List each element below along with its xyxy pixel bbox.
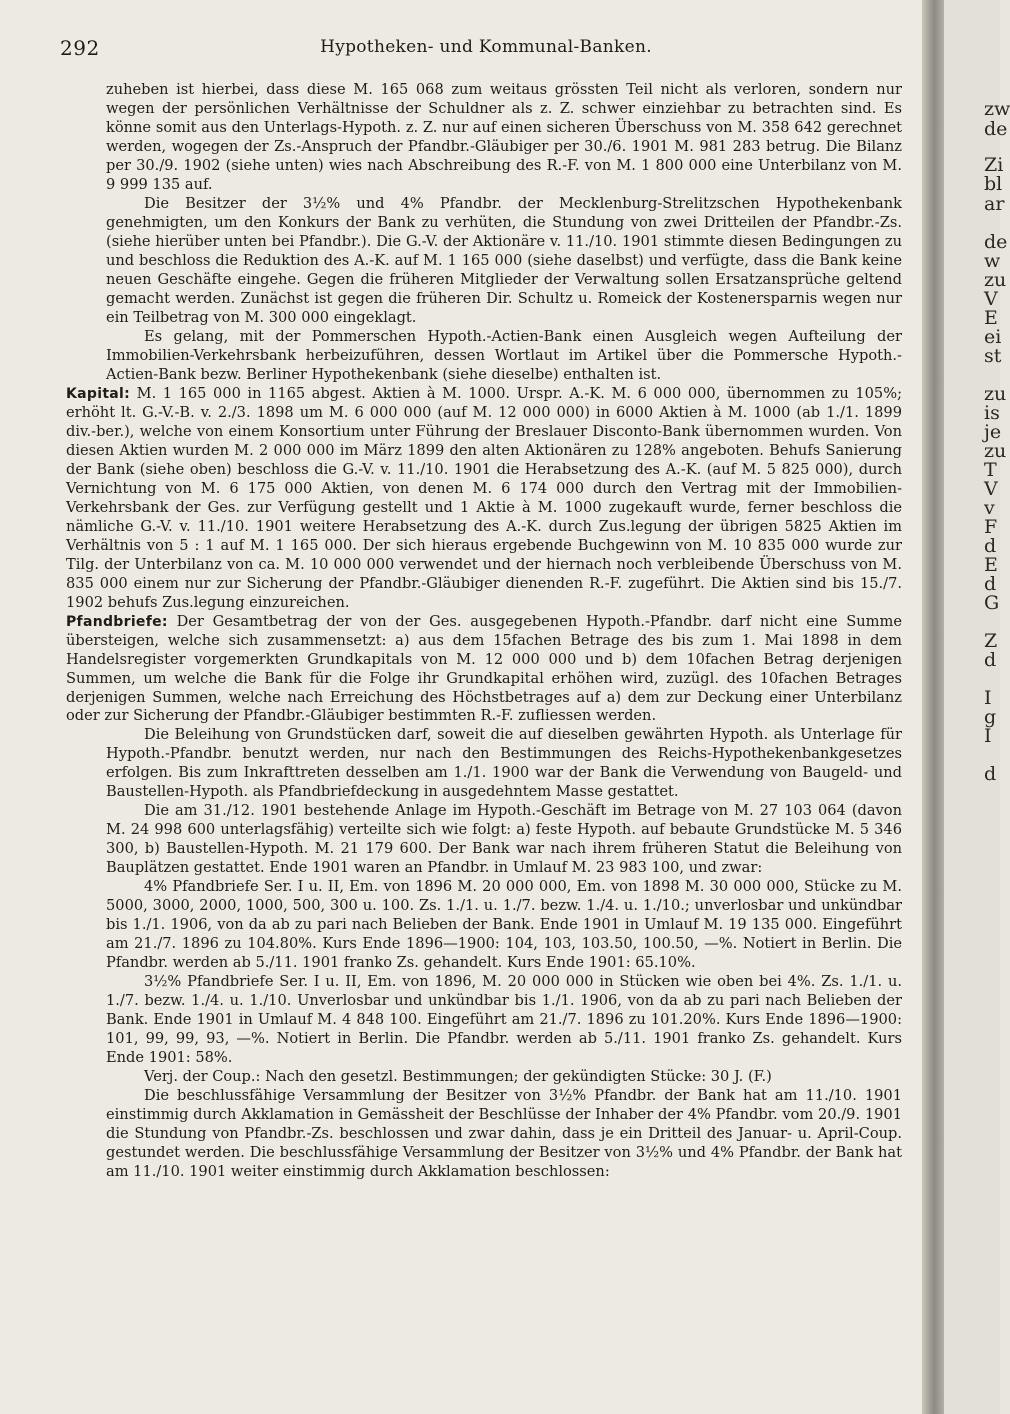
facing-page-fragment: zu	[984, 440, 1007, 462]
page-header	[60, 36, 912, 60]
facing-page-fragment: zu	[984, 269, 1007, 291]
paragraph-continuation: zuheben ist hierbei, dass diese M. 165 068 zum weitaus grössten Teil nicht als verloren, sondern nur wegen der persönlichen Verhältnisse der Schuldner als z. Z. schwer einziehbar zu betrachten sind. Es könne somit aus den Unterlags-Hypoth. z. Z. nur auf einen sicheren Überschuss von M. 358 642 gerechnet werden, wogegen der Zs.-Anspruch der Pfandbr.-Gläubiger per 30./6. 1901 M. 981 283 betrug. Die Bilanz per 30./9. 1902 (siehe unten) wies nach Abschreibung des R.-F. von M. 1 800 000 eine Unterbilanz von M. 9 999 135 auf.	[106, 81, 902, 193]
paragraph-versammlung: Die beschlussfähige Versammlung der Besitzer von 3½% Pfandbr. der Bank hat am 11./10. 1901 einstimmig durch Akklamation in Gemässheit der Beschlüsse der Inhaber der 4% Pfandbr. vom 20./9. 1901 die Stundung von Pfandbr.-Zs. beschlossen und zwar dahin, dass je ein Dritteil des Januar- u. April-Coup. gestundet werden. Die beschlussfähige Versammlung der Besitzer von 3½% und 4% Pfandbr. der Bank hat am 11./10. 1901 weiter einstimmig durch Akklamation beschlossen:	[106, 1087, 902, 1181]
facing-page-fragment: Z	[984, 630, 998, 652]
facing-page-fragment: d	[984, 535, 997, 557]
facing-page-fragment: is	[984, 402, 1000, 424]
facing-page-fragment: de	[984, 231, 1008, 253]
pfandbriefe-text: Der Gesamtbetrag der von der Ges. ausgegebenen Hypoth.-Pfandbr. darf nicht eine Summe übersteigen, welche sich zusammensetzt: a) aus dem 15fachen Betrage des bis zum 1. Mai 1898 in dem Handelsregister vorgemerkten Grundkapitals von M. 12 000 000 und b) dem 10fachen Betrag derjenigen Summen, um welche die Bank für die Folge ihr Grundkapital erhöhen wird, zuzügl. des 10fachen Betrages derjenigen Summen, welche nach Erreichung des Höchstbetrages auf a) dem zur Deckung einer Unterbilanz oder zur Sicherung der Pfandbr.-Gläubiger bestimmten R.-F. zufliessen werden.	[66, 612, 902, 725]
facing-page-fragment: I	[984, 725, 992, 747]
facing-page-fragment: ei	[984, 326, 1002, 348]
facing-page-fragment: g	[984, 706, 997, 728]
facing-page-fragment: T	[984, 459, 997, 481]
facing-page-fragment: zw	[984, 98, 1010, 120]
facing-page-fragment: E	[984, 554, 998, 576]
facing-page-fragment: d	[984, 763, 997, 785]
facing-page-fragment: d	[984, 573, 997, 595]
facing-page-fragment: v	[984, 497, 995, 519]
kapital-heading: Kapital:	[66, 385, 131, 402]
section-pfandbriefe	[66, 613, 902, 727]
facing-page-fragment: de	[984, 118, 1008, 140]
facing-page-fragment: je	[984, 421, 1002, 443]
facing-page-fragment: w	[984, 250, 1001, 272]
facing-page-fragment: zu	[984, 383, 1007, 405]
facing-page-fragment: Zi	[984, 154, 1004, 176]
facing-page-fragment: I	[984, 687, 992, 709]
facing-page-fragment: ar	[984, 193, 1005, 215]
paragraph-bondholders: Die Besitzer der 3½% und 4% Pfandbr. der Mecklenburg-Strelitzschen Hypothekenbank genehmigten, um den Konkurs der Bank zu verhüten, die Stundung von zwei Dritteilen der Pfandbr.-Zs. (siehe hierüber unten bei Pfandbr.). Die G.-V. der Aktionäre v. 11./10. 1901 stimmte diesen Bedingungen zu und beschloss die Reduktion des A.-K. auf M. 1 165 000 (siehe daselbst) und verfügte, dass die Bank keine neuen Geschäfte eingehe. Gegen die früheren Mitglieder der Verwaltung sollen Ersatzansprüche geltend gemacht werden. Zunächst ist gegen die früheren Dir. Schultz u. Romeick der Kostenersparnis wegen nur ein Teilbetrag von M. 300 000 eingeklagt.	[106, 194, 902, 326]
paragraph-anlage: Die am 31./12. 1901 bestehende Anlage im Hypoth.-Geschäft im Betrage von M. 27 103 064 (davon M. 24 998 600 unterlagsfähig) verteilte sich wie folgt: a) feste Hypoth. auf bebaute Grundstücke M. 5 346 300, b) Baustellen-Hypoth. M. 21 179 600. Der Bank war nach ihrem früheren Statut die Beleihung von Bauplätzen gestattet. Ende 1901 waren an Pfandbr. in Umlauf M. 23 983 100, und zwar:	[106, 802, 902, 877]
running-title: Hypotheken- und Kommunal-Banken.	[320, 37, 652, 57]
facing-page-fragment: st	[984, 345, 1002, 367]
paragraph-settlement: Es gelang, mit der Pommerschen Hypoth.-Actien-Bank einen Ausgleich wegen Aufteilung der Immobilien-Verkehrsbank herbeizuführen, dessen Wortlaut im Artikel über die Pommersche Hypoth.-Actien-Bank bezw. Berliner Hypothekenbank (siehe dieselbe) enthalten ist.	[106, 327, 902, 383]
facing-page-fragment: V	[984, 288, 998, 310]
book-gutter	[922, 0, 944, 1414]
facing-page-fragment: F	[984, 516, 998, 538]
paragraph-4pct-pfandbriefe: 4% Pfandbriefe Ser. I u. II, Em. von 1896 M. 20 000 000, Em. von 1898 M. 30 000 000, Stücke zu M. 5000, 3000, 2000, 1000, 500, 300 u. 100. Zs. 1./1. u. 1./7. bezw. 1./4. u. 1./10.; unverlosbar und unkündbar bis 1./1. 1906, von da ab zu pari nach Belieben der Bank. Ende 1901 in Umlauf M. 19 135 000. Eingeführt am 21./7. 1896 zu 104.80%. Kurs Ende 1896—1900: 104, 103, 103.50, 100.50, —%. Notiert in Berlin. Die Pfandbr. werden ab 5./11. 1901 franko Zs. gehandelt. Kurs Ende 1901: 65.10%.	[106, 878, 902, 972]
facing-page-fragment: V	[984, 478, 998, 500]
kapital-text: M. 1 165 000 in 1165 abgest. Aktien à M. 1000. Urspr. A.-K. M. 6 000 000, übernommen zu 105%; erhöht lt. G.-V.-B. v. 2./3. 1898 um M. 6 000 000 (auf M. 12 000 000) in 6000 Aktien à M. 1000 (ab 1./1. 1899 div.-ber.), welche von einem Konsortium unter Führung der Breslauer Disconto-Bank übernommen wurden. Von diesen Aktien wurden M. 2 000 000 im März 1899 den alten Aktionären zu 128% angeboten. Behufs Sanierung der Bank (siehe oben) beschloss die G.-V. v. 11./10. 1901 die Herabsetzung des A.-K. (auf M. 5 825 000), durch Vernichtung von M. 6 175 000 Aktien, von denen M. 6 174 000 durch den Vertrag mit der Immobilien-Verkehrsbank der Ges. zur Verfügung gestellt und 1 Aktie à M. 1000 zugekauft wurde, ferner beschloss die nämliche G.-V. v. 11./10. 1901 weitere Herabsetzung des A.-K. durch Zus.legung der übrigen 5825 Aktien im Verhältnis von 5 : 1 auf M. 1 165 000. Der sich hieraus ergebende Buchgewinn von M. 10 835 000 wurde zur Tilg. der Unterbilanz von ca. M. 10 000 000 verwendet und der hiernach noch verbleibende Überschuss von M. 835 000 einem nur zur Sicherung der Pfandbr.-Gläubiger dienenden R.-F. zugeführt. Die Aktien sind bis 15./7. 1902 behufs Zus.legung einzureichen.	[66, 384, 902, 611]
facing-page-fragment: E	[984, 307, 998, 329]
section-kapital	[66, 385, 902, 613]
page-number: 292	[60, 36, 100, 60]
facing-page-fragment: d	[984, 649, 997, 671]
pfandbriefe-heading: Pfandbriefe:	[66, 613, 168, 630]
paragraph-verjaehrung: Verj. der Coup.: Nach den gesetzl. Bestimmungen; der gekündigten Stücke: 30 J. (F.)	[144, 1068, 772, 1086]
paragraph-3half-pfandbriefe: 3½% Pfandbriefe Ser. I u. II, Em. von 1896, M. 20 000 000 in Stücken wie oben bei 4%. Zs. 1./1. u. 1./7. bezw. 1./4. u. 1./10. Unverlosbar und unkündbar bis 1./1. 1906, von da ab zu pari nach Belieben der Bank. Ende 1901 in Umlauf M. 4 848 100. Eingeführt am 21./7. 1896 zu 101.20%. Kurs Ende 1896—1900: 101, 99, 99, 93, —%. Notiert in Berlin. Die Pfandbr. werden ab 5./11. 1901 franko Zs. gehandelt. Kurs Ende 1901: 58%.	[106, 973, 902, 1067]
facing-page-fragment: G	[984, 592, 1000, 614]
paragraph-beleihung: Die Beleihung von Grundstücken darf, soweit die auf dieselben gewährten Hypoth. als Unterlage für Hypoth.-Pfandbr. benutzt werden, nur nach den Bestimmungen des Reichs-Hypothekenbankgesetzes erfolgen. Bis zum Inkrafttreten desselben am 1./1. 1900 war der Bank die Verwendung von Baugeld- und Baustellen-Hypoth. als Pfandbriefdeckung in ausgedehntem Masse gestattet.	[106, 726, 902, 801]
body-text	[66, 81, 902, 1182]
facing-page-fragment: bl	[984, 173, 1003, 195]
